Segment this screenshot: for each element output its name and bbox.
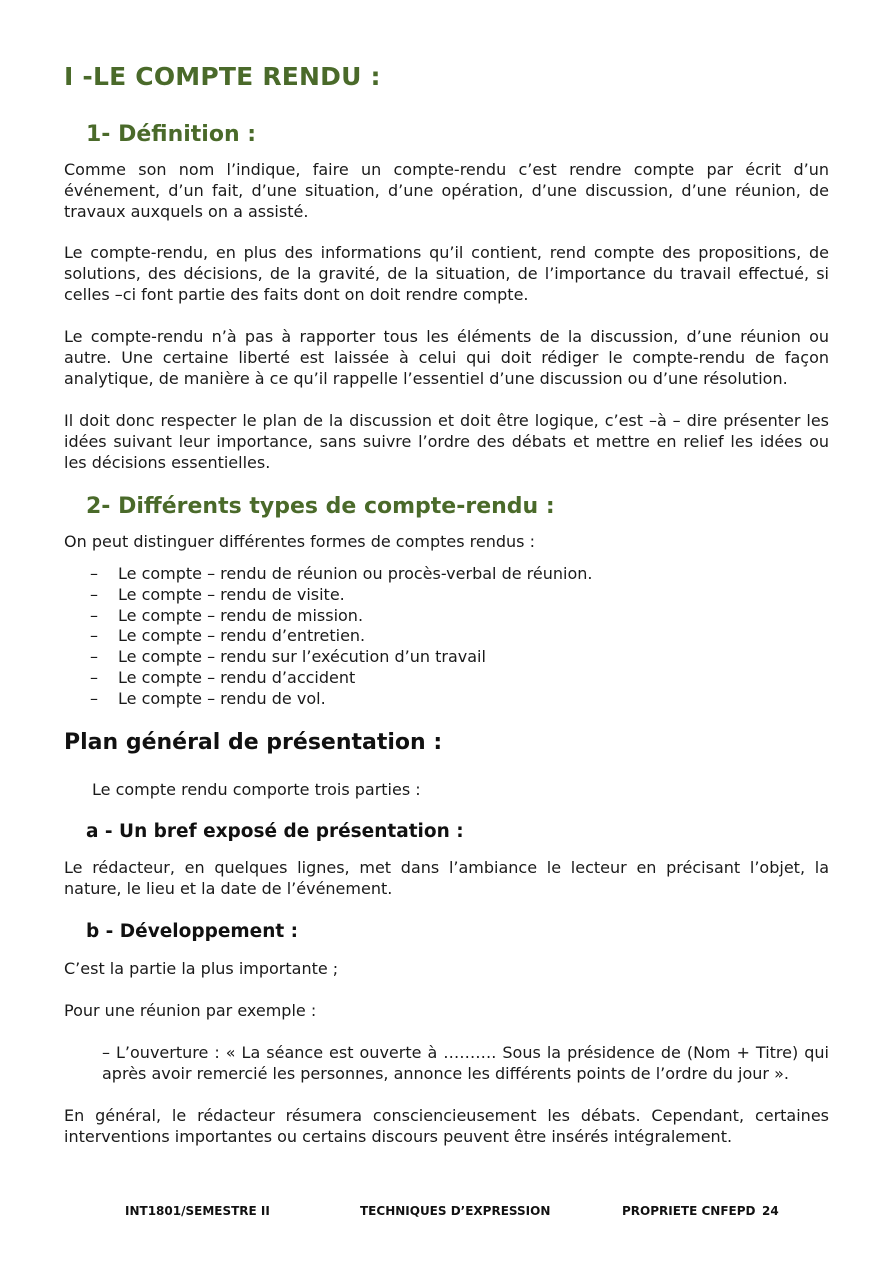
list-item-text: Le compte – rendu de vol. xyxy=(118,688,326,708)
section-types-heading: 2- Différents types de compte-rendu : xyxy=(86,494,555,519)
list-item-text: Le compte – rendu de visite. xyxy=(118,584,345,604)
section-definition-heading: 1- Définition : xyxy=(86,122,257,147)
definition-paragraph-4: Il doit donc respecter le plan de la discussion et doit être logique, c’est –à – dire présenter les idées suivant leur importance, sans suivre l’ordre des débats et mettre en relief les idées ou les décisions essentielles. xyxy=(64,411,829,472)
list-bullet: – xyxy=(90,667,98,687)
list-bullet: – xyxy=(90,564,98,583)
plan-intro: Le compte rendu comporte trois parties : xyxy=(92,780,421,799)
list-item-text: Le compte – rendu d’entretien. xyxy=(118,626,366,646)
list-bullet: – xyxy=(90,584,98,604)
types-list xyxy=(90,564,592,710)
plan-part-b-line-1: C’est la partie la plus importante ; xyxy=(64,959,339,978)
plan-part-b-conclusion: En général, le rédacteur résumera consciencieusement les débats. Cependant, certaines interventions importantes ou certains discours peuvent être insérés intégralement. xyxy=(64,1106,829,1146)
list-bullet: – xyxy=(90,626,98,646)
list-bullet: – xyxy=(90,605,98,625)
footer-page-number: 24 xyxy=(762,1204,779,1218)
list-item-text: Le compte – rendu de réunion ou procès-verbal de réunion. xyxy=(118,564,593,583)
plan-part-b-quote: – L’ouverture : « La séance est ouverte à ………. Sous la présidence de (Nom + Titre) qui après avoir remercié les personnes, annonce les différents points de l’ordre du jour ». xyxy=(102,1043,829,1083)
list-bullet: – xyxy=(90,647,98,667)
types-intro: On peut distinguer différentes formes de comptes rendus : xyxy=(64,532,535,551)
plan-part-a-heading: a - Un bref exposé de présentation : xyxy=(86,821,464,842)
list-item xyxy=(90,647,592,668)
plan-part-b-heading: b - Développement : xyxy=(86,921,299,942)
list-item xyxy=(90,606,592,627)
document-title: I -LE COMPTE RENDU : xyxy=(64,62,381,91)
list-item xyxy=(90,689,592,710)
list-item xyxy=(90,626,592,647)
footer-course-code: INT1801/SEMESTRE II xyxy=(125,1204,270,1218)
list-item-text: Le compte – rendu de mission. xyxy=(118,605,364,625)
footer-course-title: TECHNIQUES D’EXPRESSION xyxy=(360,1204,551,1218)
list-item-text: Le compte – rendu sur l’exécution d’un travail xyxy=(118,647,486,667)
list-bullet: – xyxy=(90,688,98,708)
list-item xyxy=(90,668,592,689)
plan-part-a-text: Le rédacteur, en quelques lignes, met dans l’ambiance le lecteur en précisant l’objet, la nature, le lieu et la date de l’événement. xyxy=(64,858,829,898)
plan-part-b-line-2: Pour une réunion par exemple : xyxy=(64,1001,317,1020)
list-item xyxy=(90,585,592,606)
plan-heading: Plan général de présentation : xyxy=(64,730,443,755)
list-item-text: Le compte – rendu d’accident xyxy=(118,667,356,687)
definition-paragraph-2: Le compte-rendu, en plus des informations qu’il contient, rend compte des propositions, de solutions, des décisions, de la gravité, de la situation, de l’importance du travail effectué, si celles –ci font partie des faits dont on doit rendre compte. xyxy=(64,243,829,304)
definition-paragraph-1: Comme son nom l’indique, faire un compte-rendu c’est rendre compte par écrit d’un événement, d’un fait, d’une situation, d’une opération, d’une discussion, d’une réunion, de travaux auxquels on a assisté. xyxy=(64,160,829,221)
footer-owner: PROPRIETE CNFEPD xyxy=(622,1204,756,1218)
list-item xyxy=(90,564,592,585)
definition-paragraph-3: Le compte-rendu n’à pas à rapporter tous les éléments de la discussion, d’une réunion ou autre. Une certaine liberté est laissée à celui qui doit rédiger le compte-rendu de façon analytique, de manière à ce qu’il rappelle l’essentiel d’une discussion ou d’une résolution. xyxy=(64,327,829,388)
